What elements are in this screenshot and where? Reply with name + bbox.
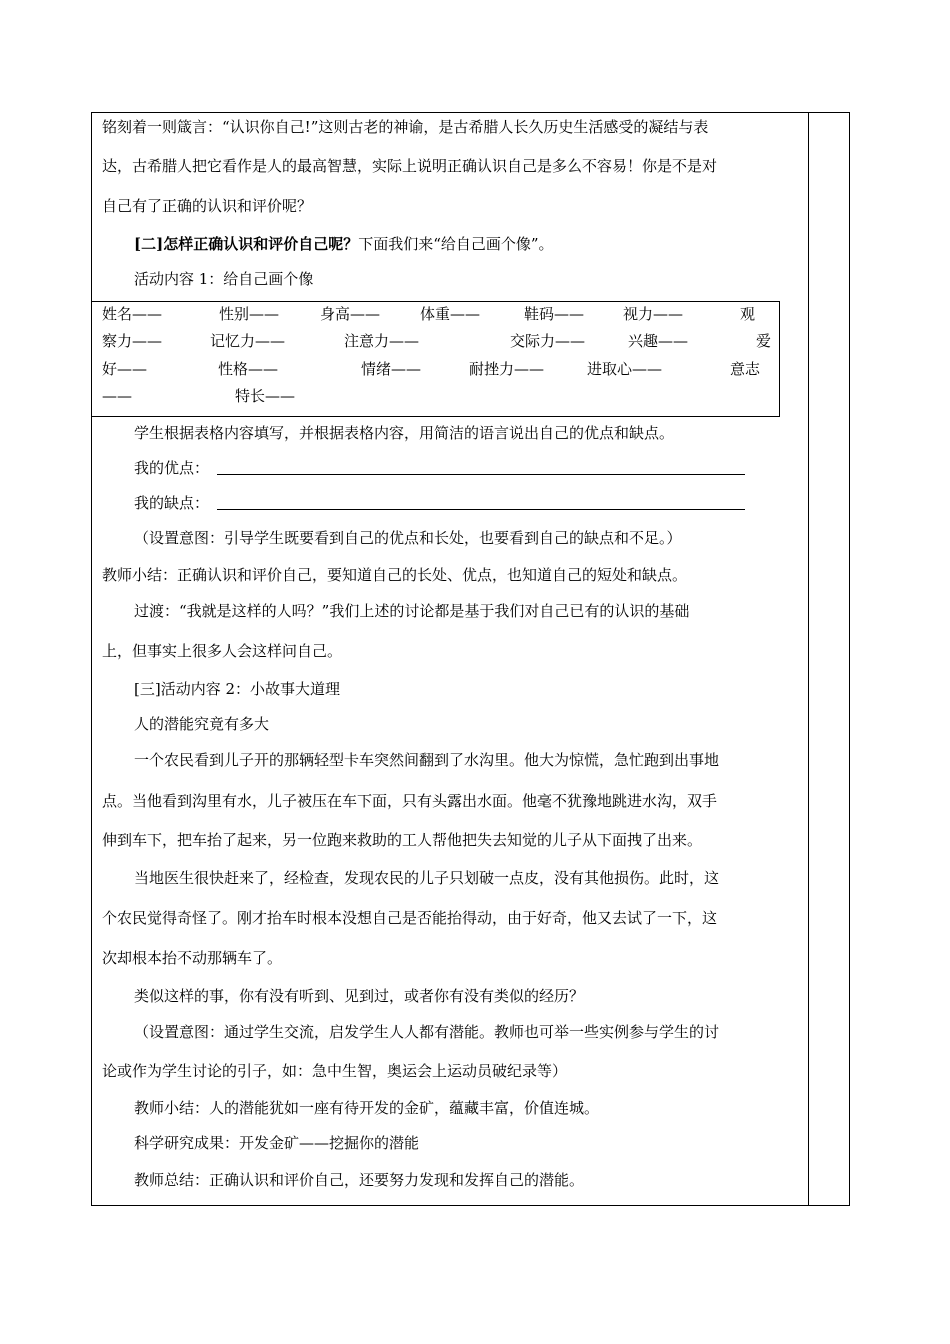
transition-line-1: 过渡：“我就是这样的人吗？”我们上述的讨论都是基于我们对自己已有的认识的基础 (134, 602, 690, 620)
section-3-heading: [三]活动内容 2：小故事大道理 (134, 680, 341, 698)
story-title: 人的潜能究竟有多大 (134, 715, 270, 733)
field-weight: 体重—— (420, 305, 481, 323)
story-p1-line-2: 点。当他看到沟里有水，儿子被压在车下面，只有头露出水面。他毫不犹豫地跳进水沟，双手 (102, 792, 718, 810)
field-hobbies-end: 好—— (102, 360, 148, 378)
strengths-label: 我的优点： (134, 459, 210, 477)
story-p1-line-1: 一个农民看到儿子开的那辆轻型卡车突然间翻到了水沟里。他大为惊慌，急忙跑到出事地 (134, 751, 720, 769)
activity-1-title: 活动内容 1：给自己画个像 (134, 270, 314, 288)
field-shoe-size: 鞋码—— (524, 305, 585, 323)
section-2-heading-bold: [二]怎样正确认识和评价自己呢？ (134, 235, 359, 253)
section-2-heading (134, 234, 554, 254)
field-will-start: 意志 (730, 360, 761, 378)
intro-line-1: 铭刻着一则箴言：“认识你自己!”这则古老的神谕，是古希腊人长久历史生活感受的凝结与表 (102, 118, 709, 136)
design-intent-2-line-1: （设置意图：通过学生交流，启发学生人人都有潜能。教师也可举一些实例参与学生的讨 (134, 1023, 720, 1041)
field-observation-end: 察力—— (102, 332, 163, 350)
field-personality: 性格—— (218, 360, 279, 378)
weaknesses-blank[interactable] (217, 509, 745, 510)
story-p2-line-2: 个农民觉得奇怪了。刚才抬车时根本没想自己是否能抬得动，由于好奇，他又去试了一下，这 (102, 909, 718, 927)
design-intent-1: （设置意图：引导学生既要看到自己的优点和长处，也要看到自己的缺点和不足。） (134, 529, 682, 547)
strengths-blank[interactable] (217, 474, 745, 475)
field-gender: 性别—— (219, 305, 280, 323)
field-attention: 注意力—— (344, 332, 420, 350)
transition-line-2: 上，但事实上很多人会这样问自己。 (102, 642, 343, 660)
field-will-end: —— (102, 387, 132, 405)
intro-line-3: 自己有了正确的认识和评价呢？ (102, 197, 313, 215)
section-2-heading-rest: 下面我们来“给自己画个像”。 (358, 235, 554, 253)
field-name: 姓名—— (102, 305, 163, 323)
field-ambition: 进取心—— (587, 360, 663, 378)
field-specialty: 特长—— (235, 387, 296, 405)
story-p2-line-1: 当地医生很快赶来了，经检查，发现农民的儿子只划破一点皮，没有其他损伤。此时，这 (134, 869, 720, 887)
field-height: 身高—— (320, 305, 381, 323)
field-memory: 记忆力—— (210, 332, 286, 350)
field-resilience: 耐挫力—— (469, 360, 545, 378)
teacher-summary-1: 教师小结：正确认识和评价自己，要知道自己的长处、优点，也知道自己的短处和缺点。 (102, 566, 688, 584)
research-finding: 科学研究成果：开发金矿——挖掘你的潜能 (134, 1134, 420, 1152)
column-divider (808, 112, 809, 1206)
field-interests: 兴趣—— (628, 332, 689, 350)
teacher-conclusion: 教师总结：正确认识和评价自己，还要努力发现和发挥自己的潜能。 (134, 1171, 585, 1189)
intro-line-2: 达，古希腊人把它看作是人的最高智慧，实际上说明正确认识自己是多么不容易！你是不是对 (102, 157, 718, 175)
field-hobbies-start: 爱 (756, 332, 772, 350)
field-observation-start: 观 (740, 305, 756, 323)
field-eyesight: 视力—— (623, 305, 684, 323)
design-intent-2-line-2: 论或作为学生讨论的引子，如：急中生智，奥运会上运动员破纪录等） (102, 1062, 568, 1080)
weaknesses-label: 我的缺点： (134, 494, 210, 512)
story-p1-line-3: 伸到车下，把车抬了起来，另一位跑来救助的工人帮他把失去知觉的儿子从下面拽了出来。 (102, 831, 703, 849)
field-social-skill: 交际力—— (510, 332, 586, 350)
discussion-question: 类似这样的事，你有没有听到、见到过，或者你有没有类似的经历？ (134, 987, 585, 1005)
fill-instruction: 学生根据表格内容填写，并根据表格内容，用简洁的语言说出自己的优点和缺点。 (134, 424, 675, 442)
story-p2-line-3: 次却根本抬不动那辆车了。 (102, 949, 283, 967)
teacher-summary-2: 教师小结：人的潜能犹如一座有待开发的金矿，蕴藏丰富，价值连城。 (134, 1099, 600, 1117)
field-emotions: 情绪—— (361, 360, 422, 378)
